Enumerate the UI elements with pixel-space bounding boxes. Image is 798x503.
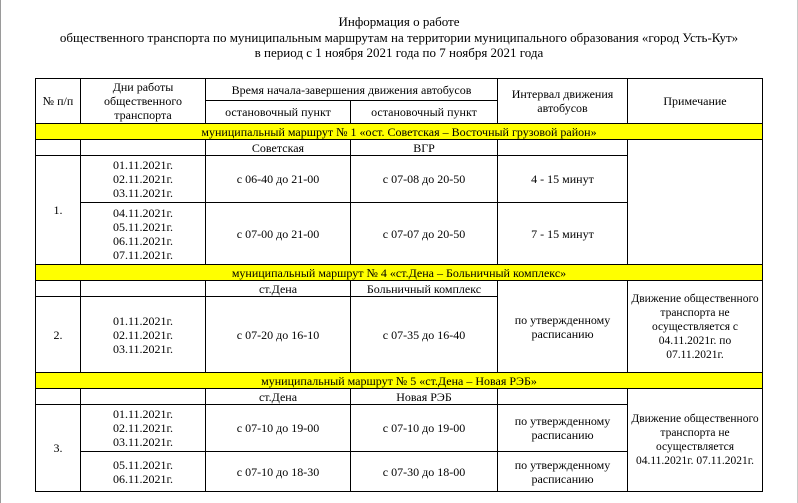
time-range: с 07-35 до 16-40 <box>351 297 498 373</box>
route-number: 2. <box>36 297 81 373</box>
empty-cell <box>81 140 206 156</box>
col-header-days: Дни работы общественного транспорта <box>81 79 206 124</box>
empty-cell <box>36 140 81 156</box>
interval-value: 4 - 15 минут <box>498 156 628 203</box>
stop-name: Советская <box>206 140 351 156</box>
document-header <box>40 14 758 61</box>
date: 03.11.2021г. <box>112 435 174 449</box>
date: 03.11.2021г. <box>112 186 174 200</box>
route-stops-row <box>36 281 763 297</box>
empty-cell <box>81 389 206 405</box>
stop-name: ВГР <box>351 140 498 156</box>
time-range: с 06-40 до 21-00 <box>206 156 351 203</box>
note-cell: Движение общественного транспорта не осуществляется с 04.11.2021г. по 07.11.2021г. <box>628 281 763 373</box>
date: 01.11.2021г. <box>112 158 174 172</box>
col-header-interval: Интервал движения автобусов <box>498 79 628 124</box>
dates-cell <box>81 156 206 203</box>
route-title-row <box>36 265 763 281</box>
route-stops-row <box>36 140 763 156</box>
date: 01.11.2021г. <box>112 407 174 421</box>
date: 01.11.2021г. <box>112 313 174 328</box>
time-range: с 07-10 до 18-30 <box>206 452 351 492</box>
dates-cell <box>81 452 206 492</box>
page-left-edge <box>0 0 1 503</box>
col-header-note: Примечание <box>628 79 763 124</box>
date: 02.11.2021г. <box>112 421 174 435</box>
route-title-row <box>36 373 763 389</box>
interval-value: 7 - 15 минут <box>498 203 628 265</box>
date: 06.11.2021г. <box>112 233 174 248</box>
schedule-table <box>35 78 763 492</box>
time-range: с 07-10 до 19-00 <box>206 405 351 452</box>
col-header-stop-2: остановочный пункт <box>351 101 498 124</box>
date: 04.11.2021г. <box>112 205 174 220</box>
date: 05.11.2021г. <box>112 219 174 234</box>
interval-value: по утвержденному расписанию <box>498 281 628 373</box>
dates-cell <box>81 297 206 373</box>
col-header-stop-1: остановочный пункт <box>206 101 351 124</box>
header-subtitle: общественного транспорта по муниципальным маршрутам на территории муниципального образования «город Усть-Кут» <box>59 29 739 45</box>
date: 02.11.2021г. <box>112 327 174 342</box>
route-title: муниципальный маршрут № 5 «ст.Дена – Новая РЭБ» <box>36 373 763 389</box>
route-title-row <box>36 124 763 140</box>
note-cell <box>628 140 763 265</box>
interval-value: по утвержденному расписанию <box>498 405 628 452</box>
col-header-time: Время начала-завершения движения автобусов <box>206 79 498 101</box>
dates-cell <box>81 405 206 452</box>
stop-name: ст.Дена <box>206 281 351 297</box>
header-period: в период с 1 ноября 2021 года по 7 ноября 2021 года <box>254 45 544 60</box>
date: 06.11.2021г. <box>112 471 174 486</box>
time-range: с 07-00 до 21-00 <box>206 203 351 265</box>
note-cell: Движение общественного транспорта не осуществляется 04.11.2021г. 07.11.2021г. <box>628 389 763 492</box>
stop-name: Больничный комплекс <box>351 281 498 297</box>
route-title: муниципальный маршрут № 4 «ст.Дена – Больничный комплекс» <box>36 265 763 281</box>
date: 05.11.2021г. <box>112 457 174 472</box>
empty-cell <box>498 140 628 156</box>
route-number: 3. <box>36 405 81 492</box>
table-header-row <box>36 79 763 101</box>
interval-value: по утвержденному расписанию <box>498 452 628 492</box>
stop-name: Новая РЭБ <box>351 389 498 405</box>
time-range: с 07-08 до 20-50 <box>351 156 498 203</box>
time-range: с 07-30 до 18-00 <box>351 452 498 492</box>
route-number: 1. <box>36 156 81 265</box>
header-title: Информация о работе <box>338 14 460 29</box>
route-stops-row <box>36 389 763 405</box>
date: 02.11.2021г. <box>112 172 174 186</box>
dates-cell <box>81 203 206 265</box>
empty-cell <box>36 281 81 297</box>
empty-cell <box>36 389 81 405</box>
date: 03.11.2021г. <box>112 341 174 356</box>
empty-cell <box>81 281 206 297</box>
route-title: муниципальный маршрут № 1 «ост. Советская – Восточный грузовой район» <box>36 124 763 140</box>
date: 07.11.2021г. <box>112 247 174 262</box>
stop-name: ст.Дена <box>206 389 351 405</box>
time-range: с 07-07 до 20-50 <box>351 203 498 265</box>
empty-cell <box>498 389 628 405</box>
time-range: с 07-10 до 19-00 <box>351 405 498 452</box>
time-range: с 07-20 до 16-10 <box>206 297 351 373</box>
col-header-num: № п/п <box>36 79 81 124</box>
